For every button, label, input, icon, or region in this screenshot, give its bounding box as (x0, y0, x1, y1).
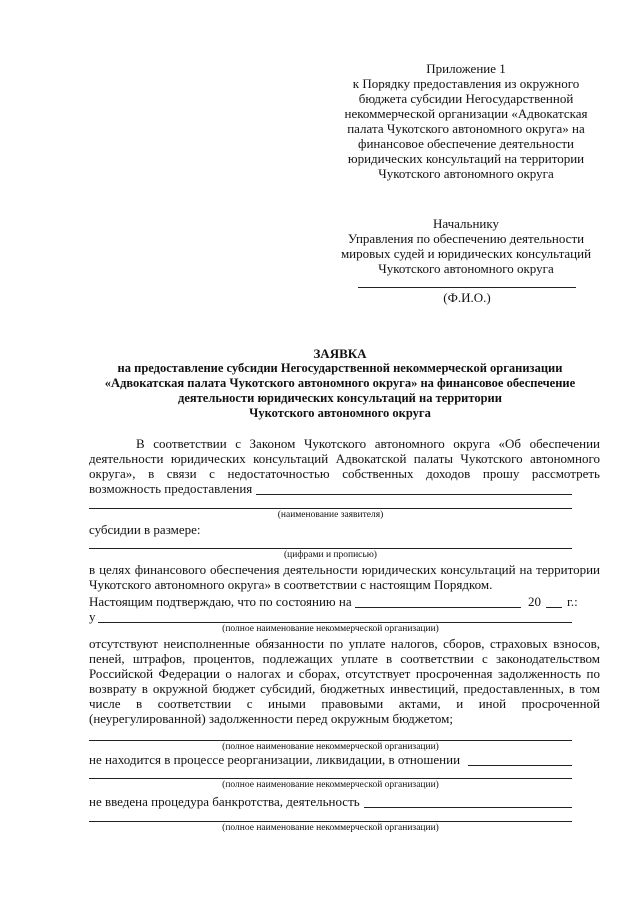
bankruptcy-blank-line[interactable] (364, 807, 572, 808)
fio-caption: (Ф.И.О.) (443, 290, 491, 305)
appendix-line: к Порядку предоставления из окружного (352, 76, 580, 91)
reorg-blank-line[interactable] (468, 765, 572, 766)
fio-blank-line[interactable] (358, 287, 576, 288)
intro-line: округа», в связи с недостаточностью собственных доходов прошу рассмотреть (89, 466, 600, 481)
confirm-year: 20 (528, 594, 541, 609)
subsidy-label: субсидии в размере: (89, 522, 201, 537)
obligations-line: отсутствуют неисполненные обязанности по уплате налогов, сборов, страховых взносов, (89, 636, 600, 651)
org-blank-line-4[interactable] (89, 821, 572, 822)
caption-applicant: (наименование заявителя) (277, 510, 384, 520)
appendix-line: Приложение 1 (426, 61, 506, 76)
appendix-line: бюджета субсидии Негосударственной (358, 91, 574, 106)
year-blank-line[interactable] (546, 607, 562, 608)
obligations-line: числе в соответствии с иными правовыми актами, и иной просроченной (89, 696, 600, 711)
at-label: у (89, 609, 96, 624)
title-line: Чукотского автономного округа (249, 406, 431, 420)
appendix-line: Чукотского автономного округа (378, 166, 554, 181)
obligations-line: возврату в окружной бюджет субсидий, бюджетных инвестиций, предоставленных, в том (89, 681, 600, 696)
obligations-line: (неурегулированной) задолженности перед окружным бюджетом; (89, 711, 453, 726)
addressee-line: мировых судей и юридических консультаций (340, 246, 592, 261)
title-line: деятельности юридических консультаций на территории (178, 391, 502, 405)
intro-line: В соответствии с Законом Чукотского автономного округа «Об обеспечении (136, 436, 600, 451)
obligations-line: Российской Федерации о налогах и сборах, отсутствует просроченная задолженность по (89, 666, 600, 681)
appendix-line: палата Чукотского автономного округа» на (347, 121, 585, 136)
addressee-line: Управления по обеспечению деятельности (347, 231, 585, 246)
appendix-line: некоммерческой организации «Адвокатская (344, 106, 588, 121)
reorg-label: не находится в процессе реорганизации, ликвидации, в отношении (89, 752, 461, 767)
appendix-line: юридических консультаций на территории (347, 151, 585, 166)
amount-blank-line[interactable] (89, 548, 572, 549)
caption-org-3: (полное наименование некоммерческой организации) (222, 780, 439, 790)
intro-line: деятельности юридических консультаций Адвокатской палаты Чукотского автономного (89, 451, 600, 466)
bankruptcy-label: не введена процедура банкротства, деятельность (89, 794, 360, 809)
confirm-year-suffix: г.: (567, 594, 578, 609)
appendix-line: финансовое обеспечение деятельности (358, 136, 574, 151)
date-blank-line[interactable] (355, 607, 521, 608)
applicant-blank-line-2[interactable] (89, 508, 572, 509)
title-line: «Адвокатская палата Чукотского автономного округа» на финансовое обеспечение (104, 376, 576, 390)
title-line: на предоставление субсидии Негосударственной некоммерческой организации (117, 361, 563, 375)
org-blank-line-1[interactable] (98, 622, 572, 623)
caption-org-4: (полное наименование некоммерческой организации) (222, 823, 439, 833)
purpose-line: в целях финансового обеспечения деятельности юридических консультаций на территории (89, 562, 600, 577)
addressee-line: Чукотского автономного округа (378, 261, 554, 276)
caption-amount: (цифрами и прописью) (284, 550, 377, 560)
org-blank-line-2[interactable] (89, 740, 572, 741)
document-heading: ЗАЯВКА (313, 346, 367, 361)
confirm-label: Настоящим подтверждаю, что по состоянию на (89, 594, 352, 609)
obligations-line: пеней, штрафов, процентов, подлежащих уплате в соответствии с законодательством (89, 651, 600, 666)
applicant-blank-line[interactable] (256, 494, 572, 495)
caption-org-2: (полное наименование некоммерческой организации) (222, 742, 439, 752)
org-blank-line-3[interactable] (89, 778, 572, 779)
intro-line: возможность предоставления (89, 481, 253, 496)
caption-org-1: (полное наименование некоммерческой организации) (222, 624, 439, 634)
purpose-line: Чукотского автономного округа» в соответствии с настоящим Порядком. (89, 577, 493, 592)
addressee-line: Начальнику (432, 216, 500, 231)
